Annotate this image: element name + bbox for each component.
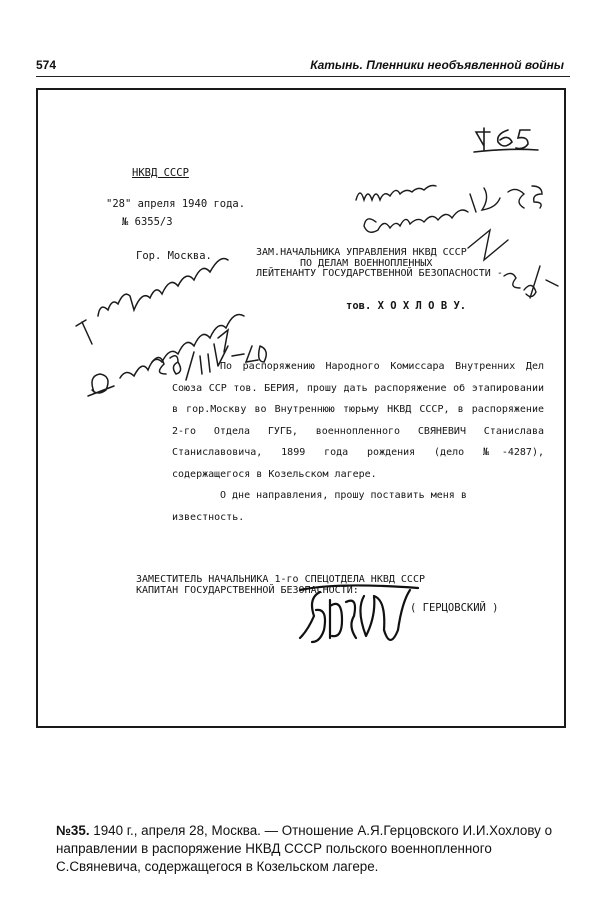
signature-title-line-1: ЗАМЕСТИТЕЛЬ НАЧАЛЬНИКА 1-го СПЕЦОТДЕЛА НКВД СССР	[136, 574, 425, 585]
signature-title-line-2: КАПИТАН ГОСУДАРСТВЕННОЙ БЕЗОПАСНОСТИ:	[136, 585, 359, 596]
addressee-line-4: тов. Х О Х Л О В У.	[346, 300, 467, 312]
handwritten-number-465	[474, 128, 538, 152]
org-header: НКВД СССР	[132, 167, 189, 179]
addressee-line-1: ЗАМ.НАЧАЛЬНИКА УПРАВЛЕНИЯ НКВД СССР	[256, 247, 467, 258]
city-line: Гор. Москва.	[136, 250, 212, 262]
signatory-name: ( ГЕРЦОВСКИЙ )	[410, 602, 499, 614]
body-paragraph-2: О дне направления, прошу поставить меня в известность.	[172, 490, 467, 523]
handwritten-note-soobshcheno	[364, 186, 542, 232]
page-number: 574	[36, 58, 57, 72]
addressee-line-3: ЛЕЙТЕНАНТУ ГОСУДАРСТВЕННОЙ БЕЗОПАСНОСТИ -	[256, 268, 503, 279]
number-line: № 6355/3	[122, 216, 173, 228]
handwritten-right-date	[468, 230, 558, 298]
page-header	[36, 58, 570, 76]
addressee-line-2: ПО ДЕЛАМ ВОЕННОПЛЕННЫХ	[300, 258, 433, 269]
handwritten-annotations	[38, 90, 564, 726]
handwritten-note-ispolneno	[356, 186, 436, 201]
archival-document	[36, 88, 566, 728]
date-line: "28" апреля 1940 года.	[106, 198, 246, 210]
caption-number: №35.	[56, 823, 90, 838]
book-title: Катынь. Пленники необъявленной войны	[310, 58, 564, 72]
figure-caption	[56, 822, 568, 876]
signature-gertsovsky	[300, 585, 418, 642]
header-rule	[36, 76, 570, 77]
body-paragraph-1: По распоряжению Народного Комиссара Внутренних Дел Союза ССР тов. БЕРИЯ, прошу дать распоряжение об этапировании в гор.Москву во Внутреннюю тюрьму НКВД СССР, в распоряжение 2-го Отдела ГУГБ, военнопленного СВЯНЕВИЧ Станислава Станиславовича, 1899 года рождения (дело №-4287), содержащегося в Козельском лагере.	[172, 361, 544, 480]
handwritten-note-shalimovu	[76, 259, 228, 345]
caption-text: 1940 г., апреля 28, Москва. — Отношение А.Я.Герцовского И.И.Хохлову о направлении в распоряжение НКВД СССР польского военнопленного С.Свяневича, содержащегося в Козельском лагере.	[56, 823, 553, 874]
handwritten-note-daite-ukazanie	[88, 315, 244, 397]
